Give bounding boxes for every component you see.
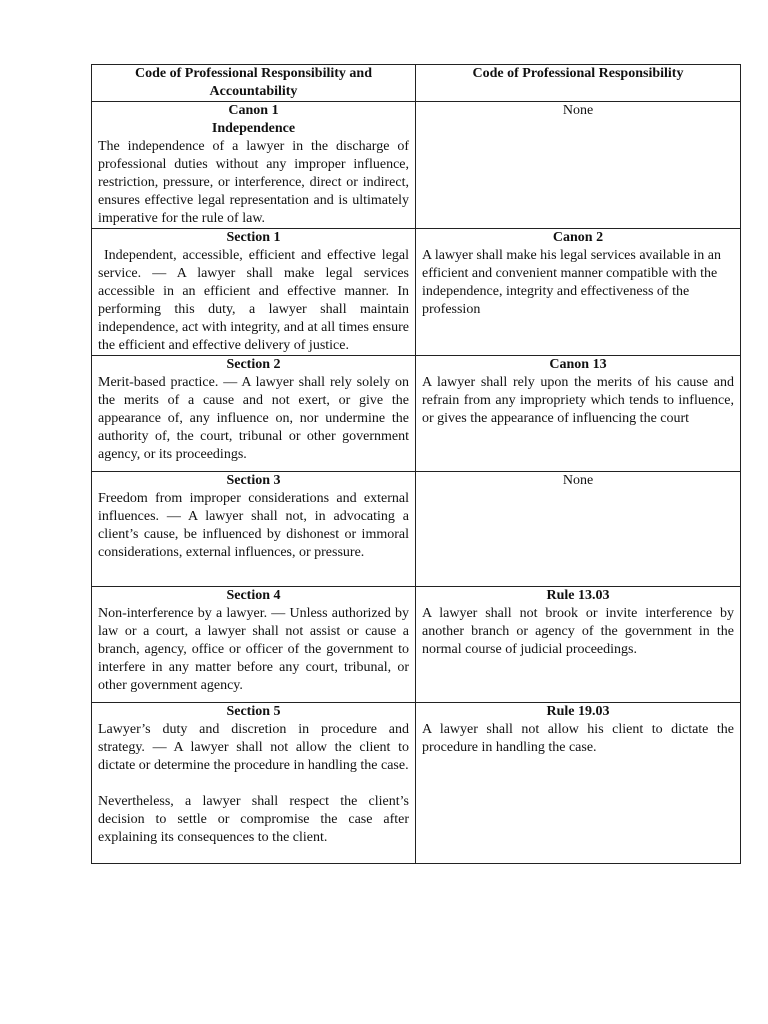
row-heading: Canon 13 (549, 357, 607, 372)
row-text: The independence of a lawyer in the discharge of professional duties without any improper influence, restriction, pressure, or interference, direct or indirect, ensures effective legal representation and is ultimately imperative for the rule of law. (98, 139, 409, 226)
right-cell (416, 229, 741, 356)
left-cell (92, 102, 416, 229)
row-text: None (562, 473, 594, 488)
row-heading: Rule 13.03 (546, 588, 610, 603)
row-text: Lawyer’s duty and discretion in procedure and strategy. — A lawyer shall not allow the client to dictate or determine the procedure in handling the case. (98, 722, 409, 773)
row-text: Non-interference by a lawyer. — Unless authorized by law or a court, a lawyer shall not assist or cause a branch, agency, office or officer of the government to interfere in any matter before any court, tribunal, or other government agency. (98, 606, 409, 693)
comparison-table (91, 64, 741, 864)
paragraph-gap (98, 775, 409, 793)
right-cell (416, 102, 741, 229)
row-text: A lawyer shall make his legal services available in an efficient and convenient manner compatible with the independence, integrity and effectiveness of the profession (422, 248, 721, 317)
row-subheading: Independence (211, 121, 296, 136)
row-text-2: Nevertheless, a lawyer shall respect the client’s decision to settle or compromise the case after explaining its consequences to the client. (98, 794, 409, 845)
row-text: A lawyer shall not brook or invite interference by another branch or agency of the government in the normal course of judicial proceedings. (422, 606, 734, 657)
row-text: A lawyer shall rely upon the merits of his cause and refrain from any impropriety which tends to influence, or gives the appearance of influencing the court (422, 375, 734, 426)
right-cell (416, 472, 741, 587)
table-row (92, 229, 741, 356)
row-heading: Canon 2 (552, 230, 604, 245)
row-heading: Canon 1 (228, 103, 279, 118)
row-heading: Section 4 (226, 588, 281, 603)
row-heading: Section 3 (226, 473, 281, 488)
header-left: Code of Professional Responsibility and Accountability (92, 65, 416, 102)
left-cell (92, 229, 416, 356)
header-right: Code of Professional Responsibility (416, 65, 741, 102)
left-cell (92, 472, 416, 587)
right-cell (416, 587, 741, 703)
left-cell (92, 356, 416, 472)
table-header-row (92, 65, 741, 102)
right-cell (416, 356, 741, 472)
left-cell (92, 703, 416, 864)
row-heading: Rule 19.03 (546, 704, 610, 719)
table-row (92, 102, 741, 229)
row-text: None (562, 103, 594, 118)
right-cell (416, 703, 741, 864)
table-row (92, 703, 741, 864)
row-text: Independent, accessible, efficient and effective legal service. — A lawyer shall make legal services accessible in an efficient and effective manner. In performing this duty, a lawyer shall maintain independence, act with integrity, and at all times ensure the efficient and effective delivery of justice. (98, 248, 410, 353)
row-heading: Section 2 (226, 357, 281, 372)
row-text: Merit-based practice. — A lawyer shall rely solely on the merits of a cause and not exert, or give the appearance of, any influence on, nor undermine the authority of, the court, tribunal or other government agency, or its proceedings. (98, 375, 409, 462)
table-row (92, 356, 741, 472)
table-row (92, 587, 741, 703)
table-row (92, 472, 741, 587)
left-cell (92, 587, 416, 703)
row-heading: Section 5 (226, 704, 281, 719)
row-text: A lawyer shall not allow his client to dictate the procedure in handling the case. (422, 722, 734, 755)
row-text: Freedom from improper considerations and external influences. — A lawyer shall not, in advocating a client’s cause, be influenced by dishonest or immoral considerations, external influences, or pressure. (98, 491, 409, 560)
row-heading: Section 1 (226, 230, 281, 245)
